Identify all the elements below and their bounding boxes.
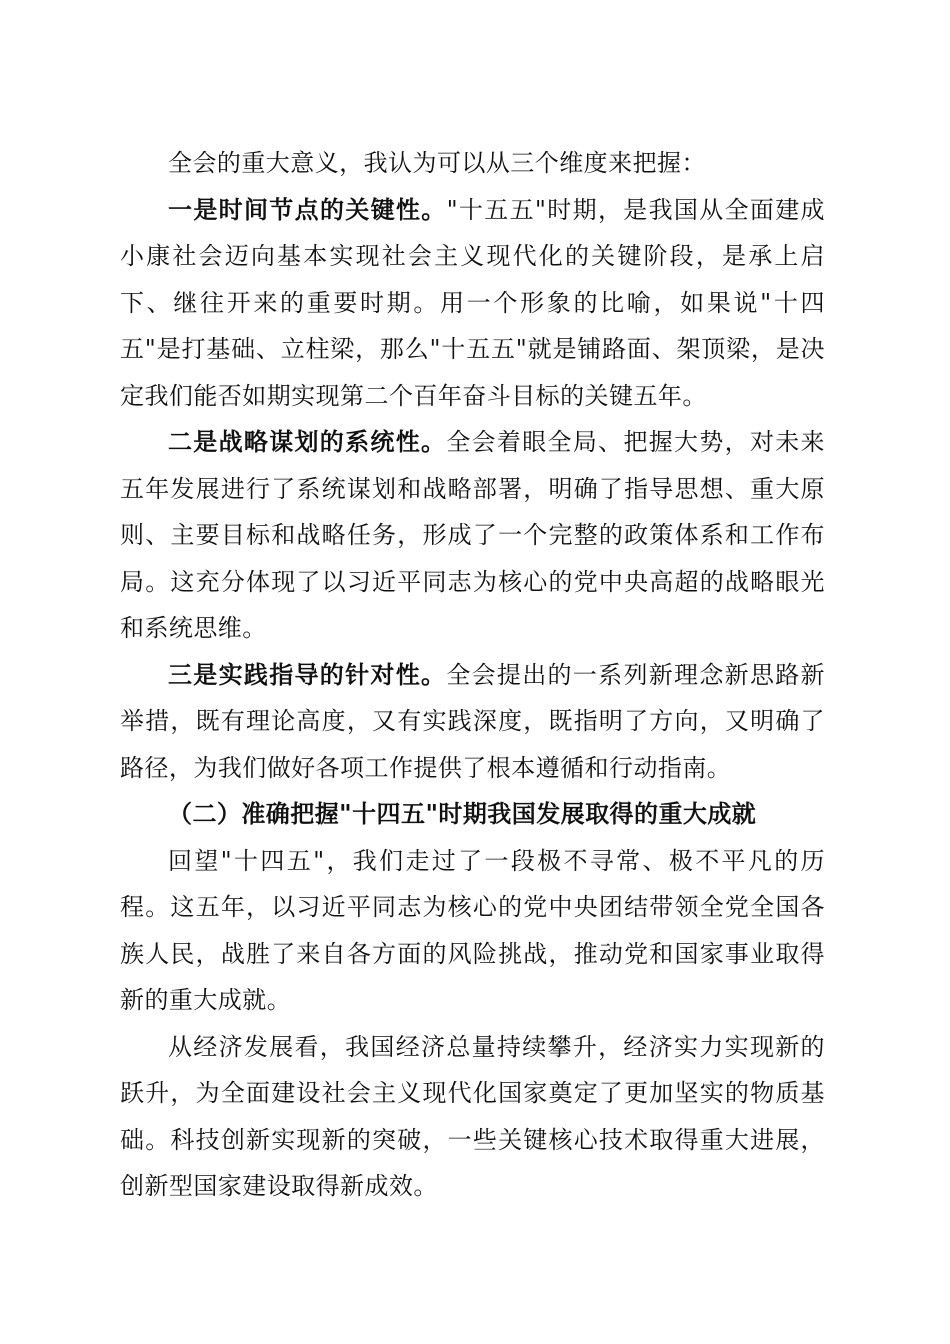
point-one-paragraph xyxy=(120,187,825,420)
point-two-body: 全会着眼全局、把握大势，对未来五年发展进行了系统谋划和战略部署，明确了指导思想、重大原则、主要目标和战略任务，形成了一个完整的政策体系和工作布局。这充分体现了以习近平同志为核心的党中央高超的战略眼光和系统思维。 xyxy=(120,428,826,642)
point-one-body: "十五五"时期，是我国从全面建成小康社会迈向基本实现社会主义现代化的关键阶段，是承上启下、继往开来的重要时期。用一个形象的比喻，如果说"十四五"是打基础、立柱梁，那么"十五五"就是铺路面、架顶梁，是决定我们能否如期实现第二个百年奋斗目标的关键五年。 xyxy=(120,195,826,410)
point-two-lead: 二是战略谋划的系统性。 xyxy=(168,427,447,456)
point-one-lead: 一是时间节点的关键性。 xyxy=(168,194,447,224)
document-body xyxy=(120,140,825,1210)
point-two-paragraph xyxy=(120,419,825,652)
review-paragraph: 回望"十四五"，我们走过了一段极不寻常、极不平凡的历程。这五年，以习近平同志为核心的党中央团结带领全党全国各族人民，战胜了来自各方面的风险挑战，推动党和国家事业取得新的重大成就。 xyxy=(120,846,825,1014)
section-heading: （二）准确把握"十四五"时期我国发展取得的重大成就 xyxy=(168,799,757,828)
point-three-lead: 三是实践指导的针对性。 xyxy=(168,659,447,689)
point-three-body: 全会提出的一系列新理念新思路新举措，既有理论高度，又有实践深度，既指明了方向，又明确了路径，为我们做好各项工作提供了根本遵循和行动指南。 xyxy=(120,660,826,782)
intro-paragraph: 全会的重大意义，我认为可以从三个维度来把握： xyxy=(168,149,706,177)
point-three-paragraph xyxy=(120,652,825,792)
economy-paragraph: 从经济发展看，我国经济总量持续攀升，经济实力实现新的跃升，为全面建设社会主义现代化国家奠定了更加坚实的物质基础。科技创新实现新的突破，一些关键核心技术取得重大进展，创新型国家建设取得新成效。 xyxy=(120,1032,825,1200)
